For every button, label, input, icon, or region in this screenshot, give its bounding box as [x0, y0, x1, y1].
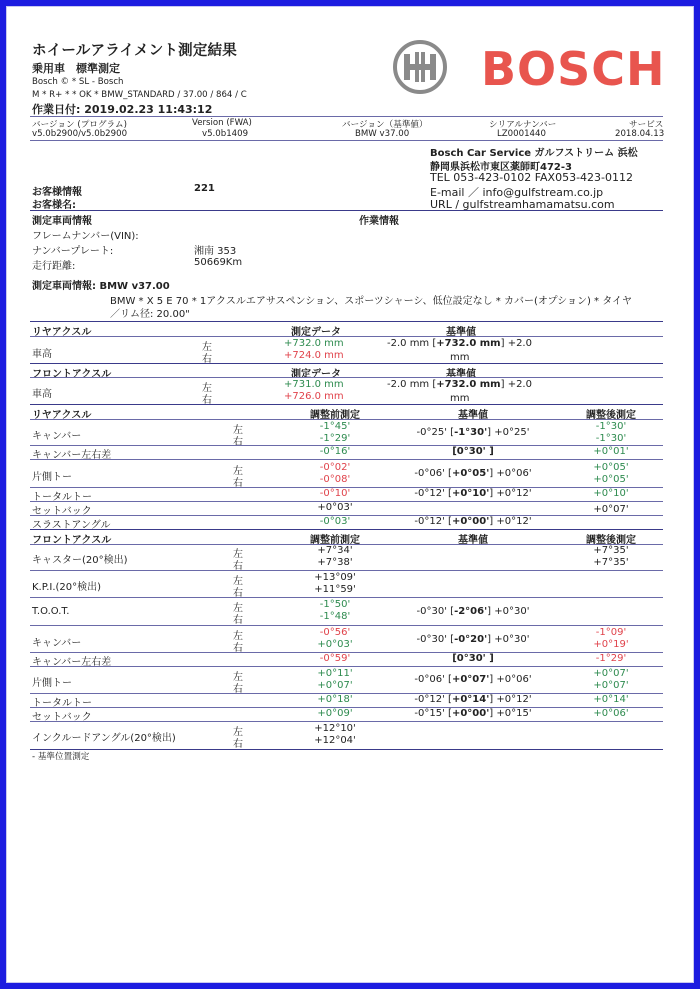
- left-label: 左: [233, 631, 243, 642]
- rear-camber-label: キャンバー: [32, 431, 82, 442]
- shop-address: 静岡県浜松市東区薬師町472-3: [430, 162, 572, 173]
- front-include-label: インクルードアングル(20°検出): [32, 733, 176, 744]
- mileage-value: 50669Km: [194, 257, 243, 268]
- front-toe-before-right: +0°07': [317, 680, 353, 691]
- rear-camber-after-right: -1°30': [595, 433, 627, 444]
- front-toot-before-right: -1°48': [319, 611, 351, 622]
- mileage-label: 走行距離:: [32, 261, 76, 272]
- front-toot-before-left: -1°50': [319, 599, 351, 610]
- rear-camber-after-left: -1°30': [595, 421, 627, 432]
- front-camber-before-left: -0°56': [319, 627, 351, 638]
- after-header: 調整後測定: [586, 410, 636, 421]
- left-label: 左: [233, 603, 243, 614]
- front-toe-before-left: +0°11': [317, 668, 353, 679]
- rear-setback-before: +0°03': [317, 502, 353, 513]
- rear-camber-before-left: -1°45': [319, 421, 351, 432]
- front-axle-title: フロントアクスル: [32, 535, 112, 546]
- standard-header-front2: 基準値: [458, 535, 488, 546]
- rear-ride-right: +724.0 mm: [284, 350, 344, 361]
- front-camber-diff-label: キャンバー左右差: [32, 657, 112, 668]
- shop-email: E-mail ／ info@gulfstream.co.jp: [430, 186, 604, 199]
- rear-total-toe-standard: -0°12' [+0°10'] +0°12': [414, 488, 532, 499]
- front-include-before-right: +12°04': [314, 735, 356, 746]
- rear-toe-before-left: -0°02': [319, 462, 351, 473]
- version-program-value: v5.0b2900/v5.0b2900: [32, 129, 128, 139]
- front-caster-before-left: +7°34': [317, 545, 353, 556]
- front-camber-before-right: +0°03': [317, 639, 353, 650]
- left-label: 左: [202, 383, 212, 394]
- rear-total-toe-after: +0°10': [593, 488, 629, 499]
- front-toot-standard: -0°30' [-2°06'] +0°30': [416, 606, 530, 617]
- rear-thrust-label: スラストアングル: [32, 520, 111, 531]
- measured-header: 測定データ: [291, 327, 341, 338]
- work-info-label: 作業情報: [359, 216, 399, 227]
- serial-label: シリアルナンバー: [489, 120, 557, 130]
- front-camber-diff-before: -0°59': [319, 653, 351, 664]
- front-toe-after-left: +0°07': [593, 668, 629, 679]
- rear-setback-after: +0°07': [593, 504, 629, 515]
- rear-camber-standard: -0°25' [-1°30'] +0°25': [416, 427, 530, 438]
- rear-toe-after-right: +0°05': [593, 474, 629, 485]
- front-setback-standard: -0°15' [+0°00'] +0°15': [414, 708, 532, 719]
- right-label: 右: [202, 395, 212, 406]
- left-label: 左: [233, 672, 243, 683]
- rear-toe-after-left: +0°05': [593, 462, 629, 473]
- front-caster-before-right: +7°38': [317, 557, 353, 568]
- plate-value: 湘南 353: [194, 246, 237, 257]
- vin-label: フレームナンバー(VIN):: [32, 231, 139, 242]
- vehicle-desc-1: BMW * X 5 E 70 * 1アクスルエアサスペンション、スポーツシャーシ、低位設定なし * カバー(オプション) * タイヤ: [110, 296, 633, 307]
- rear-ride-left: +732.0 mm: [284, 338, 344, 349]
- right-label: 右: [233, 615, 243, 626]
- standard-header-front: 基準値: [446, 369, 476, 380]
- rear-setback-label: セットバック: [32, 506, 92, 517]
- front-caster-after-right: +7°35': [593, 557, 629, 568]
- right-label: 右: [233, 643, 243, 654]
- rear-total-toe-label: トータルトー: [32, 492, 92, 503]
- vehicle-section-label: 測定車両情報: [32, 216, 92, 227]
- front-caster-label: キャスター(20°検出): [32, 555, 128, 566]
- right-label: 右: [233, 739, 243, 750]
- front-camber-label: キャンバー: [32, 638, 82, 649]
- front-kpi-before-right: +11°59': [314, 584, 356, 595]
- front-camber-standard: -0°30' [-0°20'] +0°30': [416, 634, 530, 645]
- front-toe-label: 片側トー: [32, 678, 72, 689]
- version-standard-value: BMW v37.00: [355, 129, 410, 139]
- rear-camber-before-right: -1°29': [319, 433, 351, 444]
- version-fwa-label: Version (FWA): [192, 118, 252, 128]
- front-toe-standard: -0°06' [+0°07'] +0°06': [414, 674, 532, 685]
- right-label: 右: [233, 437, 243, 448]
- standard-header: 基準値: [446, 327, 476, 338]
- front-setback-before: +0°09': [317, 708, 353, 719]
- rear-ride-axle: リヤアクスル: [32, 327, 92, 338]
- bosch-armature-icon: [393, 40, 447, 94]
- front-ride-axle: フロントアクスル: [32, 369, 112, 380]
- footnote: - 基準位置測定: [32, 752, 90, 762]
- front-caster-after-left: +7°35': [593, 545, 629, 556]
- front-camber-after-right: +0°19': [593, 639, 629, 650]
- right-label: 右: [233, 478, 243, 489]
- front-setback-label: セットバック: [32, 712, 92, 723]
- right-label: 右: [202, 354, 212, 365]
- version-fwa-value: v5.0b1409: [202, 129, 249, 139]
- rear-camber-diff-before: -0°16': [319, 446, 351, 457]
- front-camber-diff-standard: [0°30' ]: [452, 653, 494, 664]
- front-kpi-before-left: +13°09': [314, 572, 356, 583]
- rear-camber-diff-after: +0°01': [593, 446, 629, 457]
- customer-info-label: お客様情報: [32, 187, 82, 198]
- front-toot-label: T.O.O.T.: [32, 606, 70, 617]
- rear-toe-label: 片側トー: [32, 472, 72, 483]
- front-ride-label: 車高: [32, 389, 52, 400]
- report-page: [6, 6, 694, 983]
- left-label: 左: [233, 549, 243, 560]
- front-kpi-label: K.P.I.(20°検出): [32, 582, 102, 593]
- front-include-before-left: +12°10': [314, 723, 356, 734]
- company-code: Bosch © * SL - Bosch: [32, 77, 124, 87]
- front-ride-right: +726.0 mm: [284, 391, 344, 402]
- front-camber-diff-after: -1°29': [595, 653, 627, 664]
- standard-header-rear: 基準値: [458, 410, 488, 421]
- report-title: ホイールアライメント測定結果: [32, 43, 237, 59]
- vehicle-desc-2: ／リム径: 20.00": [110, 309, 190, 320]
- front-ride-left: +731.0 mm: [284, 379, 344, 390]
- shop-name: Bosch Car Service ガルフストリーム 浜松: [430, 148, 638, 159]
- left-label: 左: [233, 466, 243, 477]
- after-header-front: 調整後測定: [586, 535, 636, 546]
- serial-value: LZ0001440: [497, 129, 546, 139]
- customer-name-label: お客様名:: [32, 200, 76, 211]
- shop-url: URL / gulfstreamhamamatsu.com: [430, 198, 615, 211]
- vehicle-model: 測定車両情報: BMW v37.00: [32, 281, 170, 292]
- service-label: サービス: [629, 120, 664, 130]
- version-program-label: バージョン (プログラム): [32, 120, 127, 130]
- front-total-toe-standard: -0°12' [+0°14'] +0°12': [414, 694, 532, 705]
- front-camber-after-left: -1°09': [595, 627, 627, 638]
- front-ride-standard-unit: mm: [450, 393, 470, 404]
- rear-toe-before-right: -0°08': [319, 474, 351, 485]
- customer-info-value: 221: [194, 183, 215, 194]
- rear-toe-standard: -0°06' [+0°05'] +0°06': [414, 468, 532, 479]
- right-label: 右: [233, 561, 243, 572]
- front-total-toe-before: +0°18': [317, 694, 353, 705]
- front-total-toe-after: +0°14': [593, 694, 629, 705]
- front-total-toe-label: トータルトー: [32, 698, 92, 709]
- plate-label: ナンバープレート:: [32, 246, 114, 257]
- bosch-logo-text: BOSCH: [481, 42, 666, 96]
- measured-header-front: 測定データ: [291, 369, 341, 380]
- vehicle-type: 乗用車 標準測定: [32, 62, 120, 75]
- shop-tel: TEL 053-423-0102 FAX053-423-0112: [430, 171, 634, 184]
- left-label: 左: [202, 342, 212, 353]
- rear-total-toe-before: -0°10': [319, 488, 351, 499]
- front-setback-after: +0°06': [593, 708, 629, 719]
- version-standard-label: バージョン（基準値）: [342, 120, 428, 130]
- rear-camber-diff-label: キャンバー左右差: [32, 450, 112, 461]
- rear-thrust-standard: -0°12' [+0°00'] +0°12': [414, 516, 532, 527]
- right-label: 右: [233, 588, 243, 599]
- spec-line: M * R+ * * OK * BMW_STANDARD / 37.00 / 864 / C: [32, 90, 247, 100]
- service-value: 2018.04.13: [615, 129, 665, 139]
- before-header-front: 調整前測定: [310, 535, 360, 546]
- front-toe-after-right: +0°07': [593, 680, 629, 691]
- left-label: 左: [233, 425, 243, 436]
- rear-ride-standard-unit: mm: [450, 352, 470, 363]
- work-date: 作業日付: 2019.02.23 11:43:12: [32, 103, 213, 116]
- rear-ride-label: 車高: [32, 349, 52, 360]
- right-label: 右: [233, 684, 243, 695]
- left-label: 左: [233, 727, 243, 738]
- rear-axle-title: リヤアクスル: [32, 410, 92, 421]
- rear-camber-diff-standard: [0°30' ]: [452, 446, 494, 457]
- before-header: 調整前測定: [310, 410, 360, 421]
- rear-ride-standard: -2.0 mm [+732.0 mm] +2.0: [387, 338, 532, 349]
- rear-thrust-before: -0°03': [319, 516, 351, 527]
- left-label: 左: [233, 576, 243, 587]
- front-ride-standard: -2.0 mm [+732.0 mm] +2.0: [387, 379, 532, 390]
